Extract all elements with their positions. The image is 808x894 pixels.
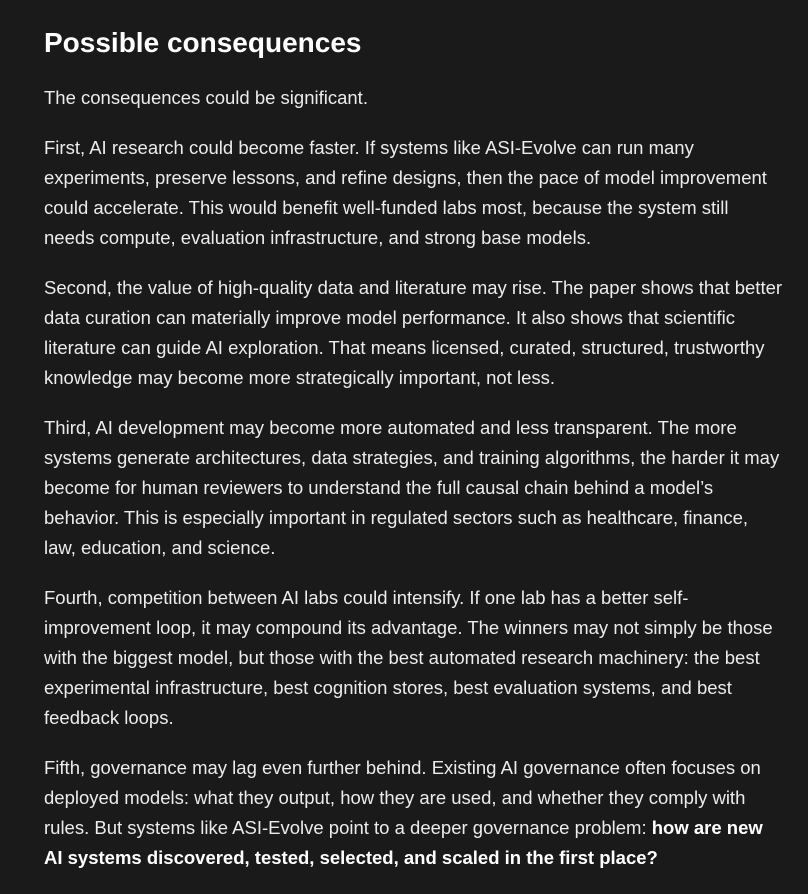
article xyxy=(44,0,784,873)
section-heading: Possible consequences xyxy=(44,27,362,58)
intro-paragraph: The consequences could be significant. xyxy=(44,87,368,108)
paragraph-fifth-text: Fifth, governance may lag even further behind. Existing AI governance often focuses on deployed models: what they output, how they are used, and whether they comply with rules. But systems like ASI-Evolve point to a deeper governance problem: xyxy=(44,757,761,838)
paragraph-second: Second, the value of high-quality data and literature may rise. The paper shows that better data curation can materially improve model performance. It also shows that scientific literature can guide AI exploration. That means licensed, curated, structured, trustworthy knowledge may become more strategically important, not less. xyxy=(44,277,783,388)
paragraph-fifth-bold-question: how are new AI systems discovered, tested, selected, and scaled in the first place? xyxy=(44,817,763,868)
paragraph-third: Third, AI development may become more automated and less transparent. The more systems generate architectures, data strategies, and training algorithms, the harder it may become for human reviewers to understand the full causal chain behind a model’s behavior. This is especially important in regulated sectors such as healthcare, finance, law, education, and science. xyxy=(44,417,780,558)
paragraph-first: First, AI research could become faster. If systems like ASI-Evolve can run many experiments, preserve lessons, and refine designs, then the pace of model improvement could accelerate. This would benefit well-funded labs most, because the system still needs compute, evaluation infrastructure, and strong base models. xyxy=(44,137,767,248)
paragraph-fifth xyxy=(44,753,784,873)
paragraph-fourth: Fourth, competition between AI labs could intensify. If one lab has a better self-improvement loop, it may compound its advantage. The winners may not simply be those with the biggest model, but those with the best automated research machinery: the best experimental infrastructure, best cognition stores, best evaluation systems, and best feedback loops. xyxy=(44,587,773,728)
